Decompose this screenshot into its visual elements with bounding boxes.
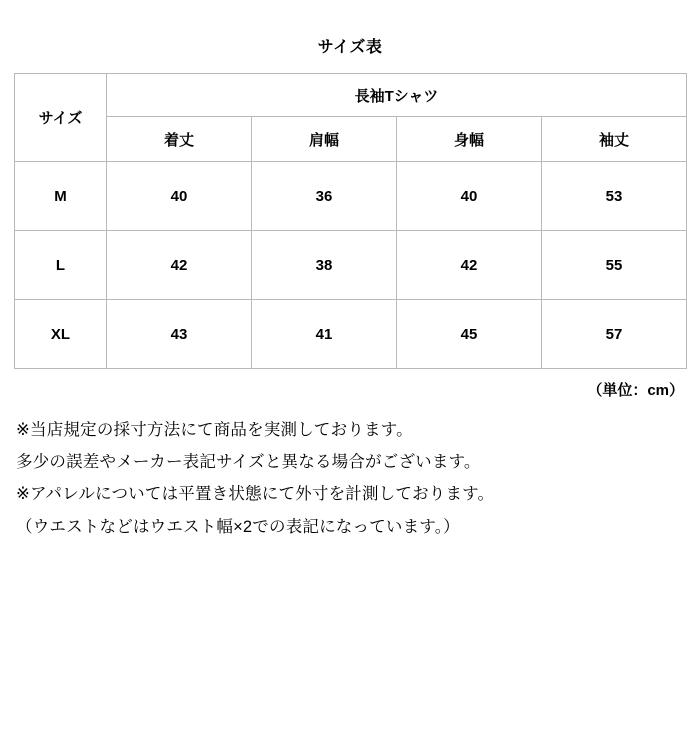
page-title: サイズ表 — [317, 39, 383, 56]
cell-chest: 45 — [397, 300, 542, 369]
table-row — [15, 162, 687, 231]
cell-length: 40 — [107, 162, 252, 231]
row-size-label: XL — [15, 300, 107, 369]
notes-block — [16, 414, 684, 543]
table-row — [15, 231, 687, 300]
table-row — [15, 300, 687, 369]
header-measure-shoulder: 肩幅 — [252, 117, 397, 162]
row-size-label: M — [15, 162, 107, 231]
cell-sleeve: 57 — [542, 300, 687, 369]
table-header-row-group — [15, 74, 687, 117]
cell-sleeve: 55 — [542, 231, 687, 300]
size-chart-page — [0, 34, 700, 734]
header-product-group: 長袖Tシャツ — [107, 74, 687, 117]
note-line: （ウエストなどはウエスト幅×2での表記になっています。） — [16, 517, 460, 536]
table-header-row-measures — [15, 117, 687, 162]
header-measure-length: 着丈 — [107, 117, 252, 162]
cell-chest: 40 — [397, 162, 542, 231]
cell-length: 42 — [107, 231, 252, 300]
cell-sleeve: 53 — [542, 162, 687, 231]
note-line: ※当店規定の採寸方法にて商品を実測しております。 — [16, 421, 413, 439]
note-line: ※アパレルについては平置き状態にて外寸を計測しております。 — [16, 485, 495, 504]
size-table-container — [14, 73, 686, 369]
row-size-label: L — [15, 231, 107, 300]
header-measure-sleeve: 袖丈 — [542, 117, 687, 162]
cell-shoulder: 36 — [252, 162, 397, 231]
cell-shoulder: 38 — [252, 231, 397, 300]
unit-note: （単位：cm） — [587, 382, 684, 399]
cell-length: 43 — [107, 300, 252, 369]
note-line: 多少の誤差やメーカー表記サイズと異なる場合がございます。 — [16, 453, 481, 472]
header-measure-chest: 身幅 — [397, 117, 542, 162]
cell-shoulder: 41 — [252, 300, 397, 369]
header-size: サイズ — [15, 74, 107, 162]
size-table — [14, 73, 687, 369]
cell-chest: 42 — [397, 231, 542, 300]
